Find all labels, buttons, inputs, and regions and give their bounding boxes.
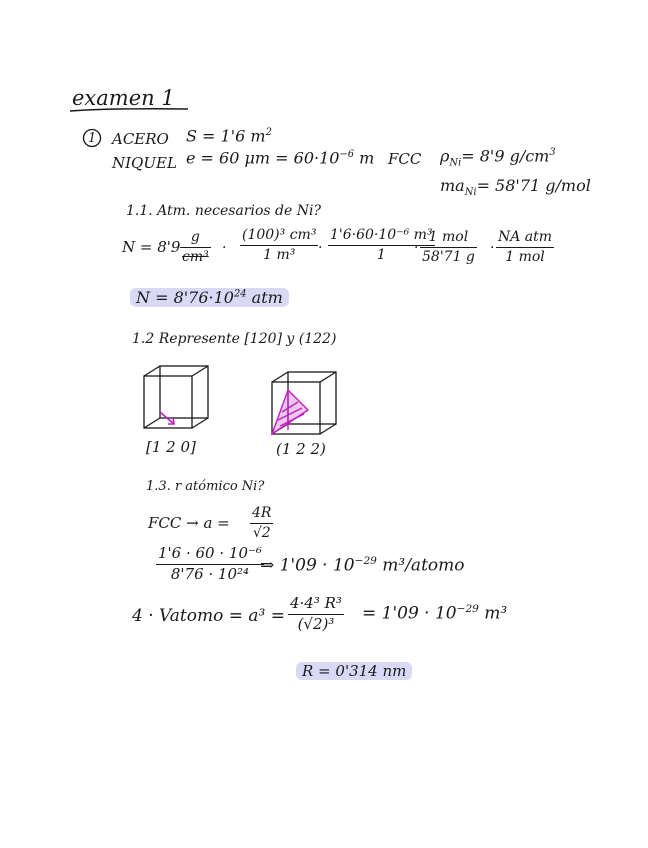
fraction-volume-conv-num: (100)³ cm³ [242,227,317,243]
atom-volume-exp: −29 [354,555,377,567]
cube-direction-diagram [140,362,212,434]
fraction-lattice-den: √2 [252,524,271,541]
density-exp: 3 [549,147,556,158]
dot-operator: · [222,240,227,256]
nickel-label: NIQUEL [112,154,177,172]
cell-volume-equation: 4 · Vatomo = a³ = [132,606,285,626]
fraction-lattice [250,506,273,540]
page-title [72,88,175,109]
fraction-bar [420,247,477,248]
cell-volume-unit: m³ [484,603,508,624]
molar-symbol: ma [440,176,465,195]
fraction-density-den: cm³ [182,248,209,265]
fraction-cell-volume-den: (√2)³ [297,614,335,633]
fraction-atom-volume-num: 1'6 · 60 · 10⁻⁶ [158,544,262,562]
fraction-atom-volume [156,546,264,583]
molar-mass-value [440,178,591,198]
fraction-cell-volume-num: 4·4³ R³ [290,594,342,612]
fraction-atom-volume-den: 8'76 · 10²⁴ [170,564,250,583]
density-symbol: ρ [440,146,450,166]
part1-result-exp: 24 [233,289,247,300]
surface-exp: 2 [265,127,272,138]
fraction-molar [420,230,477,264]
cell-volume-text: = 1'09 · 10 [362,603,457,624]
molar-sub: Ni [464,187,477,199]
fraction-lattice-num: 4R [252,505,272,521]
fraction-bar [180,247,211,248]
fraction-avogadro [496,230,554,264]
fraction-volume [328,228,435,262]
fraction-molar-den: 58'71 g [422,248,475,265]
atom-volume-result [260,556,465,575]
fraction-avogadro-den: 1 mol [505,248,545,265]
part1-result-text: N = 8'76·10 [136,288,234,308]
thickness-unit: m [359,148,375,168]
thickness-value [186,150,374,166]
dot-operator: · [414,240,419,256]
density-text: = 8'9 g/cm [461,146,550,166]
thickness-exp: −6 [339,149,355,160]
fraction-volume-conv-den: 1 m³ [263,246,296,263]
title-underline [70,108,190,114]
part1-lhs: N = 8'9 [122,238,181,256]
molar-text: = 58'71 g/mol [476,176,591,195]
part1-result [130,290,289,306]
fraction-volume-conv [240,228,318,262]
structure-label: FCC [388,150,422,168]
fraction-bar [250,523,273,524]
fcc-relation: FCC → a = [148,514,230,532]
fraction-molar-num: 1 mol [428,229,469,245]
problem-number: 1 [88,131,97,146]
cube-plane-diagram [268,368,340,440]
part1-heading: 1.1. Atm. necesarios de Ni? [126,203,321,219]
surface-value [186,128,272,144]
cell-volume-exp: −29 [456,603,479,615]
atom-volume-unit: m³/atomo [382,555,465,576]
steel-label: ACERO [112,130,169,148]
density-value [440,148,556,168]
fraction-bar [240,245,318,246]
dot-operator: · [318,240,323,256]
fraction-volume-den: 1 [376,246,386,263]
direction-label: [1 2 0] [146,438,196,456]
result-highlight: R = 0'314 nm [296,662,412,680]
part3-heading: 1.3. r atómico Ni? [146,479,265,494]
atom-volume-text: ⇒ 1'09 · 10 [260,555,355,576]
part3-result [296,664,412,679]
density-sub: Ni [449,157,462,169]
title-text: examen 1 [72,86,175,110]
fraction-volume-num: 1'6·60·10⁻⁶ m³ [330,227,433,243]
part1-result-unit: atm [251,288,283,308]
fraction-cell-volume [288,596,344,633]
plane-label: (1 2 2) [276,440,326,458]
fraction-bar [496,247,554,248]
thickness-text: e = 60 μm = 60·10 [186,148,340,168]
dot-operator: · [490,240,495,256]
fraction-avogadro-num: NA atm [498,229,553,245]
surface-text: S = 1'6 m [186,126,266,146]
fraction-density [180,230,211,264]
cell-volume-result [362,604,507,623]
part2-heading: 1.2 Represente [120] y (122) [132,331,337,347]
result-highlight [130,288,289,307]
fraction-bar [328,245,435,246]
fraction-density-num: g [190,229,200,245]
